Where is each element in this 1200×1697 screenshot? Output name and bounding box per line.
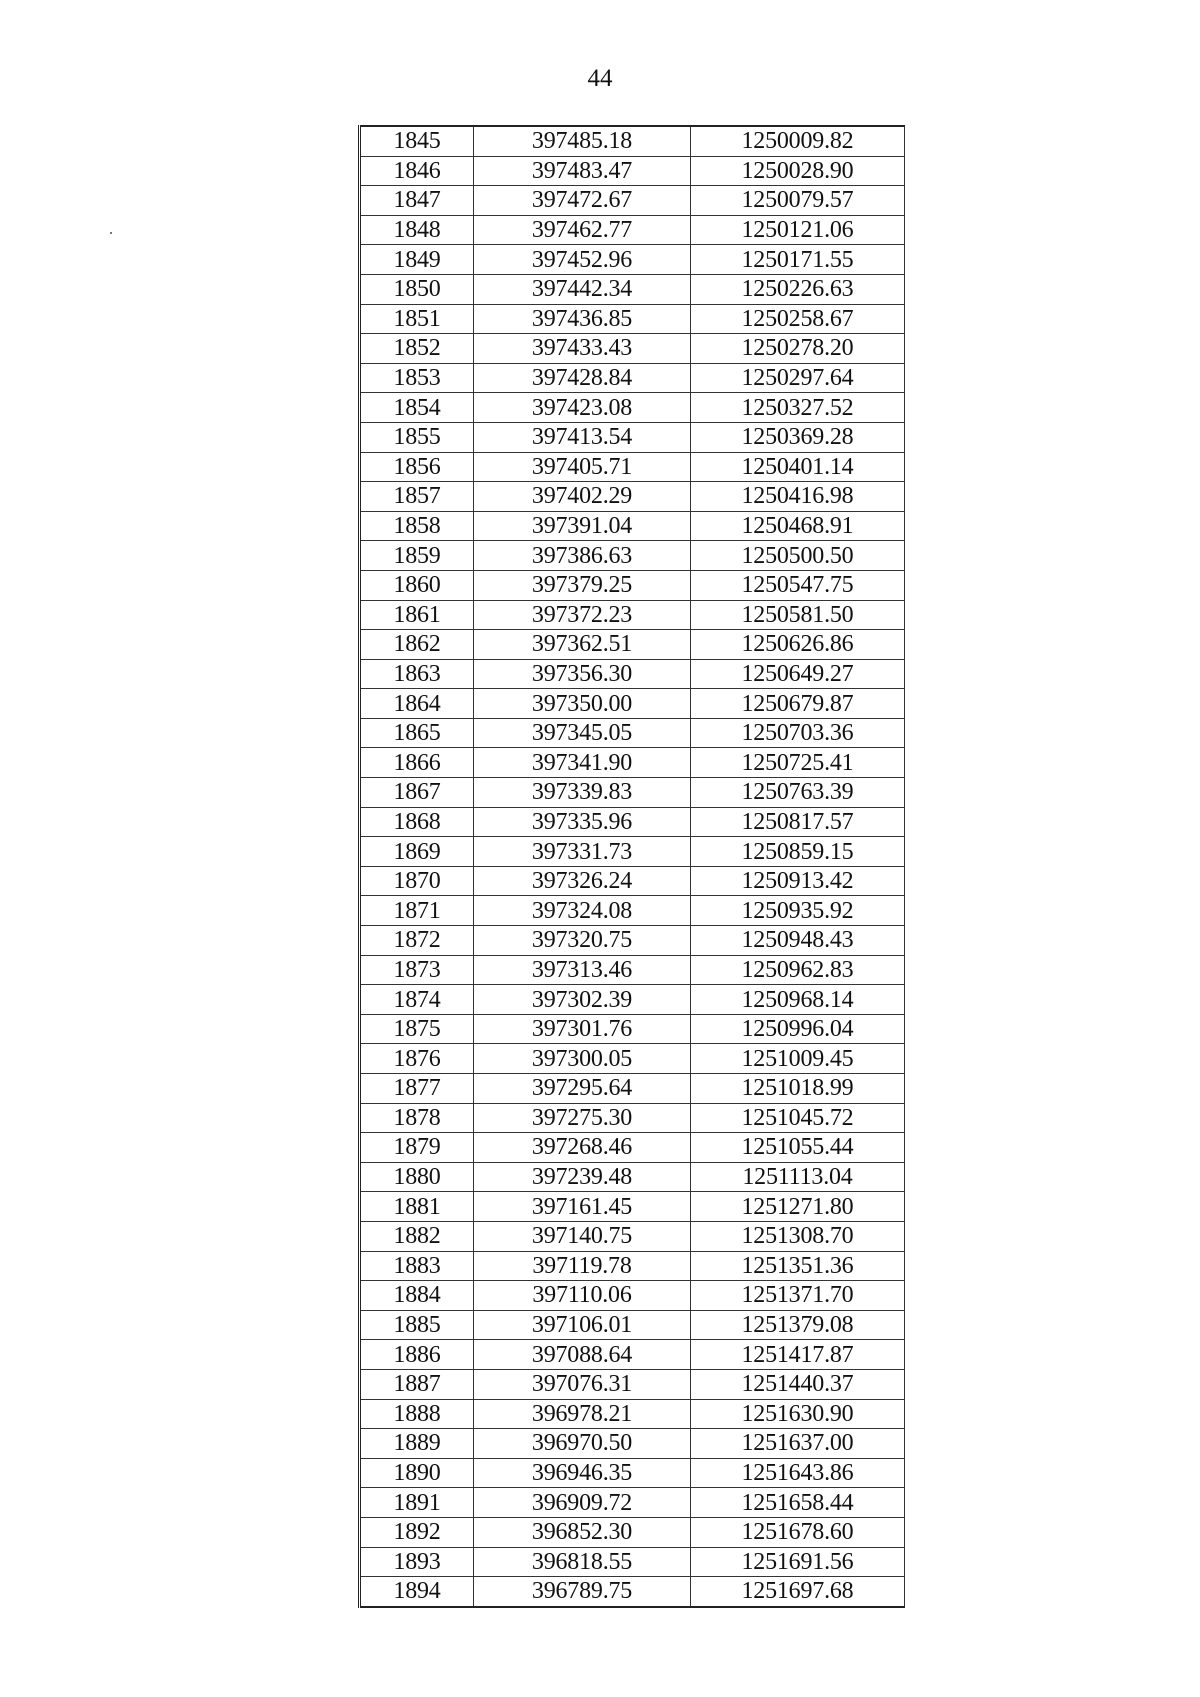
point-number-cell: 1894 — [360, 1577, 474, 1607]
point-number-cell: 1851 — [360, 304, 474, 334]
x-coordinate-cell: 396946.35 — [474, 1458, 691, 1488]
y-coordinate-cell: 1250009.82 — [691, 126, 905, 156]
table-row — [360, 778, 905, 808]
point-number-cell: 1845 — [360, 126, 474, 156]
point-number-cell: 1866 — [360, 748, 474, 778]
x-coordinate-cell: 397452.96 — [474, 245, 691, 275]
table-row — [360, 1310, 905, 1340]
point-number-cell: 1864 — [360, 689, 474, 719]
point-number-cell: 1853 — [360, 363, 474, 393]
point-number-cell: 1870 — [360, 866, 474, 896]
x-coordinate-cell: 397161.45 — [474, 1192, 691, 1222]
point-number-cell: 1881 — [360, 1192, 474, 1222]
x-coordinate-cell: 396789.75 — [474, 1577, 691, 1607]
point-number-cell: 1856 — [360, 452, 474, 482]
point-number-cell: 1857 — [360, 482, 474, 512]
x-coordinate-cell: 397356.30 — [474, 659, 691, 689]
table-row — [360, 689, 905, 719]
y-coordinate-cell: 1250121.06 — [691, 215, 905, 245]
point-number-cell: 1875 — [360, 1014, 474, 1044]
point-number-cell: 1848 — [360, 215, 474, 245]
point-number-cell: 1889 — [360, 1429, 474, 1459]
point-number-cell: 1861 — [360, 600, 474, 630]
x-coordinate-cell: 397302.39 — [474, 985, 691, 1015]
y-coordinate-cell: 1250725.41 — [691, 748, 905, 778]
table-row — [360, 1340, 905, 1370]
y-coordinate-cell: 1251678.60 — [691, 1517, 905, 1547]
coordinate-table — [358, 125, 905, 1608]
x-coordinate-cell: 397379.25 — [474, 570, 691, 600]
point-number-cell: 1877 — [360, 1074, 474, 1104]
table-row — [360, 1221, 905, 1251]
table-row — [360, 1192, 905, 1222]
y-coordinate-cell: 1251440.37 — [691, 1369, 905, 1399]
table-row — [360, 186, 905, 216]
table-row — [360, 1162, 905, 1192]
point-number-cell: 1855 — [360, 422, 474, 452]
x-coordinate-cell: 397442.34 — [474, 274, 691, 304]
x-coordinate-cell: 397301.76 — [474, 1014, 691, 1044]
point-number-cell: 1871 — [360, 896, 474, 926]
x-coordinate-cell: 397362.51 — [474, 630, 691, 660]
table-row — [360, 837, 905, 867]
table-row — [360, 452, 905, 482]
y-coordinate-cell: 1250649.27 — [691, 659, 905, 689]
table-row — [360, 1429, 905, 1459]
point-number-cell: 1862 — [360, 630, 474, 660]
y-coordinate-cell: 1250327.52 — [691, 393, 905, 423]
y-coordinate-cell: 1251379.08 — [691, 1310, 905, 1340]
point-number-cell: 1867 — [360, 778, 474, 808]
y-coordinate-cell: 1251009.45 — [691, 1044, 905, 1074]
x-coordinate-cell: 397324.08 — [474, 896, 691, 926]
x-coordinate-cell: 396852.30 — [474, 1517, 691, 1547]
y-coordinate-cell: 1250547.75 — [691, 570, 905, 600]
table-row — [360, 304, 905, 334]
table-row — [360, 541, 905, 571]
point-number-cell: 1846 — [360, 156, 474, 186]
x-coordinate-cell: 397386.63 — [474, 541, 691, 571]
x-coordinate-cell: 397295.64 — [474, 1074, 691, 1104]
point-number-cell: 1883 — [360, 1251, 474, 1281]
y-coordinate-cell: 1250369.28 — [691, 422, 905, 452]
y-coordinate-cell: 1250859.15 — [691, 837, 905, 867]
y-coordinate-cell: 1250468.91 — [691, 511, 905, 541]
x-coordinate-cell: 396818.55 — [474, 1547, 691, 1577]
x-coordinate-cell: 397320.75 — [474, 926, 691, 956]
table-row — [360, 985, 905, 1015]
point-number-cell: 1888 — [360, 1399, 474, 1429]
scan-speck — [110, 232, 112, 234]
y-coordinate-cell: 1250258.67 — [691, 304, 905, 334]
table-row — [360, 511, 905, 541]
y-coordinate-cell: 1250416.98 — [691, 482, 905, 512]
x-coordinate-cell: 397106.01 — [474, 1310, 691, 1340]
y-coordinate-cell: 1251637.00 — [691, 1429, 905, 1459]
y-coordinate-cell: 1250996.04 — [691, 1014, 905, 1044]
table-row — [360, 1488, 905, 1518]
x-coordinate-cell: 397433.43 — [474, 334, 691, 364]
x-coordinate-cell: 397140.75 — [474, 1221, 691, 1251]
point-number-cell: 1876 — [360, 1044, 474, 1074]
y-coordinate-cell: 1250626.86 — [691, 630, 905, 660]
table-row — [360, 600, 905, 630]
table-row — [360, 1074, 905, 1104]
table-row — [360, 1251, 905, 1281]
table-row — [360, 393, 905, 423]
x-coordinate-cell: 397300.05 — [474, 1044, 691, 1074]
x-coordinate-cell: 397341.90 — [474, 748, 691, 778]
x-coordinate-cell: 397483.47 — [474, 156, 691, 186]
y-coordinate-cell: 1250763.39 — [691, 778, 905, 808]
x-coordinate-cell: 397423.08 — [474, 393, 691, 423]
x-coordinate-cell: 397076.31 — [474, 1369, 691, 1399]
y-coordinate-cell: 1250703.36 — [691, 718, 905, 748]
x-coordinate-cell: 397350.00 — [474, 689, 691, 719]
point-number-cell: 1886 — [360, 1340, 474, 1370]
table-row — [360, 1014, 905, 1044]
table-row — [360, 570, 905, 600]
x-coordinate-cell: 397313.46 — [474, 955, 691, 985]
x-coordinate-cell: 397345.05 — [474, 718, 691, 748]
x-coordinate-cell: 397088.64 — [474, 1340, 691, 1370]
point-number-cell: 1878 — [360, 1103, 474, 1133]
y-coordinate-cell: 1250968.14 — [691, 985, 905, 1015]
point-number-cell: 1850 — [360, 274, 474, 304]
x-coordinate-cell: 397239.48 — [474, 1162, 691, 1192]
x-coordinate-cell: 397268.46 — [474, 1133, 691, 1163]
point-number-cell: 1891 — [360, 1488, 474, 1518]
table-row — [360, 422, 905, 452]
y-coordinate-cell: 1251018.99 — [691, 1074, 905, 1104]
table-row — [360, 334, 905, 364]
y-coordinate-cell: 1251371.70 — [691, 1281, 905, 1311]
point-number-cell: 1868 — [360, 807, 474, 837]
point-number-cell: 1869 — [360, 837, 474, 867]
table-row — [360, 748, 905, 778]
x-coordinate-cell: 397331.73 — [474, 837, 691, 867]
y-coordinate-cell: 1251630.90 — [691, 1399, 905, 1429]
x-coordinate-cell: 397428.84 — [474, 363, 691, 393]
point-number-cell: 1859 — [360, 541, 474, 571]
y-coordinate-cell: 1251055.44 — [691, 1133, 905, 1163]
y-coordinate-cell: 1250935.92 — [691, 896, 905, 926]
x-coordinate-cell: 396978.21 — [474, 1399, 691, 1429]
point-number-cell: 1880 — [360, 1162, 474, 1192]
point-number-cell: 1879 — [360, 1133, 474, 1163]
table-row — [360, 1044, 905, 1074]
x-coordinate-cell: 397372.23 — [474, 600, 691, 630]
table-row — [360, 1133, 905, 1163]
x-coordinate-cell: 397335.96 — [474, 807, 691, 837]
point-number-cell: 1858 — [360, 511, 474, 541]
table-row — [360, 1458, 905, 1488]
y-coordinate-cell: 1251417.87 — [691, 1340, 905, 1370]
y-coordinate-cell: 1251691.56 — [691, 1547, 905, 1577]
table-row — [360, 866, 905, 896]
coordinate-table-body — [360, 126, 905, 1607]
table-row — [360, 215, 905, 245]
x-coordinate-cell: 397436.85 — [474, 304, 691, 334]
x-coordinate-cell: 397110.06 — [474, 1281, 691, 1311]
y-coordinate-cell: 1250581.50 — [691, 600, 905, 630]
point-number-cell: 1874 — [360, 985, 474, 1015]
y-coordinate-cell: 1250079.57 — [691, 186, 905, 216]
table-row — [360, 1281, 905, 1311]
point-number-cell: 1873 — [360, 955, 474, 985]
table-row — [360, 926, 905, 956]
y-coordinate-cell: 1250500.50 — [691, 541, 905, 571]
y-coordinate-cell: 1250679.87 — [691, 689, 905, 719]
table-row — [360, 630, 905, 660]
point-number-cell: 1872 — [360, 926, 474, 956]
table-row — [360, 126, 905, 156]
x-coordinate-cell: 397119.78 — [474, 1251, 691, 1281]
table-row — [360, 1399, 905, 1429]
point-number-cell: 1885 — [360, 1310, 474, 1340]
table-row — [360, 955, 905, 985]
table-row — [360, 482, 905, 512]
table-row — [360, 659, 905, 689]
table-row — [360, 274, 905, 304]
point-number-cell: 1852 — [360, 334, 474, 364]
y-coordinate-cell: 1250913.42 — [691, 866, 905, 896]
table-row — [360, 1369, 905, 1399]
x-coordinate-cell: 397485.18 — [474, 126, 691, 156]
y-coordinate-cell: 1251351.36 — [691, 1251, 905, 1281]
page-number: 44 — [587, 65, 613, 92]
x-coordinate-cell: 397405.71 — [474, 452, 691, 482]
point-number-cell: 1847 — [360, 186, 474, 216]
point-number-cell: 1890 — [360, 1458, 474, 1488]
y-coordinate-cell: 1251308.70 — [691, 1221, 905, 1251]
table-row — [360, 1517, 905, 1547]
point-number-cell: 1887 — [360, 1369, 474, 1399]
y-coordinate-cell: 1251113.04 — [691, 1162, 905, 1192]
x-coordinate-cell: 397391.04 — [474, 511, 691, 541]
table-row — [360, 1577, 905, 1607]
point-number-cell: 1863 — [360, 659, 474, 689]
table-row — [360, 807, 905, 837]
y-coordinate-cell: 1250028.90 — [691, 156, 905, 186]
y-coordinate-cell: 1250226.63 — [691, 274, 905, 304]
y-coordinate-cell: 1250817.57 — [691, 807, 905, 837]
y-coordinate-cell: 1250962.83 — [691, 955, 905, 985]
table-row — [360, 1547, 905, 1577]
y-coordinate-cell: 1250171.55 — [691, 245, 905, 275]
x-coordinate-cell: 397275.30 — [474, 1103, 691, 1133]
x-coordinate-cell: 396970.50 — [474, 1429, 691, 1459]
x-coordinate-cell: 397472.67 — [474, 186, 691, 216]
table-row — [360, 245, 905, 275]
y-coordinate-cell: 1251643.86 — [691, 1458, 905, 1488]
y-coordinate-cell: 1250948.43 — [691, 926, 905, 956]
x-coordinate-cell: 397413.54 — [474, 422, 691, 452]
x-coordinate-cell: 397402.29 — [474, 482, 691, 512]
x-coordinate-cell: 397326.24 — [474, 866, 691, 896]
point-number-cell: 1854 — [360, 393, 474, 423]
x-coordinate-cell: 396909.72 — [474, 1488, 691, 1518]
x-coordinate-cell: 397339.83 — [474, 778, 691, 808]
y-coordinate-cell: 1251658.44 — [691, 1488, 905, 1518]
table-row — [360, 363, 905, 393]
y-coordinate-cell: 1250401.14 — [691, 452, 905, 482]
y-coordinate-cell: 1251045.72 — [691, 1103, 905, 1133]
point-number-cell: 1893 — [360, 1547, 474, 1577]
point-number-cell: 1860 — [360, 570, 474, 600]
point-number-cell: 1865 — [360, 718, 474, 748]
y-coordinate-cell: 1251697.68 — [691, 1577, 905, 1607]
y-coordinate-cell: 1250297.64 — [691, 363, 905, 393]
table-row — [360, 156, 905, 186]
y-coordinate-cell: 1251271.80 — [691, 1192, 905, 1222]
table-row — [360, 718, 905, 748]
x-coordinate-cell: 397462.77 — [474, 215, 691, 245]
point-number-cell: 1849 — [360, 245, 474, 275]
table-row — [360, 1103, 905, 1133]
table-row — [360, 896, 905, 926]
point-number-cell: 1884 — [360, 1281, 474, 1311]
y-coordinate-cell: 1250278.20 — [691, 334, 905, 364]
point-number-cell: 1892 — [360, 1517, 474, 1547]
point-number-cell: 1882 — [360, 1221, 474, 1251]
